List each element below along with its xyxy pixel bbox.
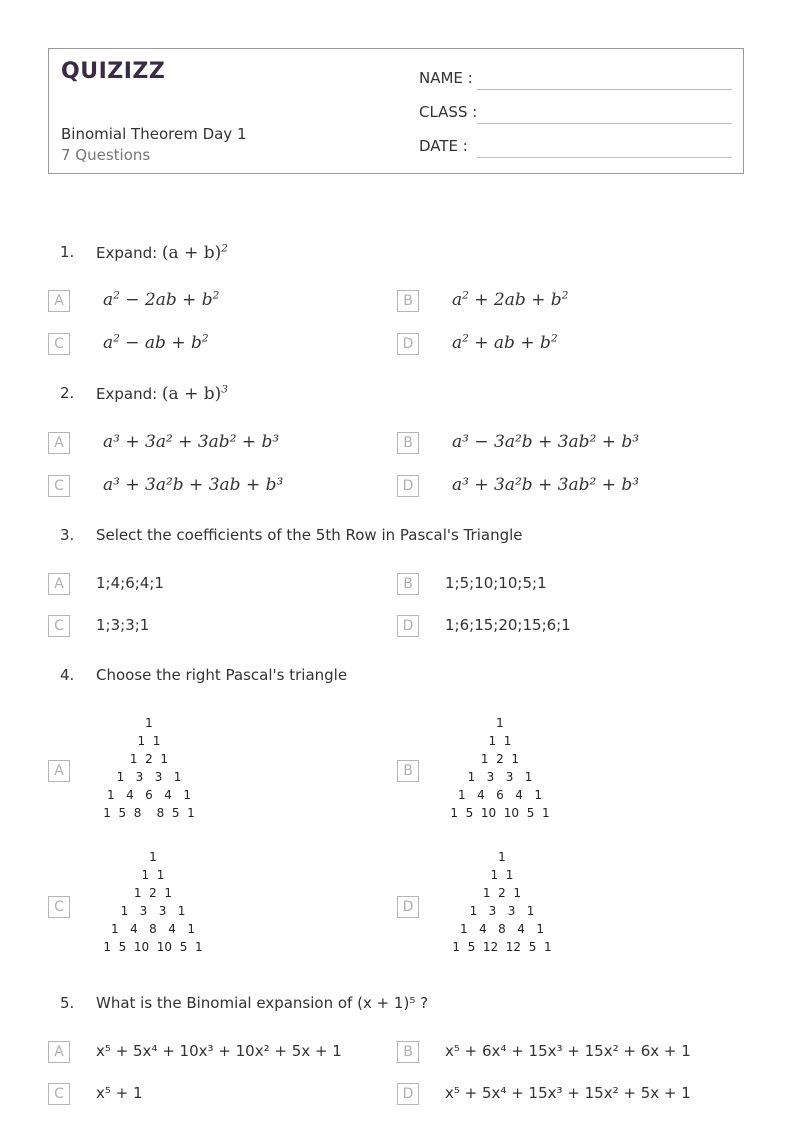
triangle-row: 1 5 10 10 5 1 (103, 940, 203, 954)
triangle-row: 1 (149, 850, 157, 864)
option-c-text: 1;3;3;1 (96, 616, 150, 634)
question-text: Choose the right Pascal's triangle (96, 666, 348, 684)
triangle-row: 1 3 3 1 (116, 770, 182, 784)
triangle-row: 1 1 (141, 868, 165, 882)
option-c-box[interactable]: C (48, 475, 70, 497)
date-line (477, 157, 732, 158)
triangle-row: 1 2 1 (133, 886, 173, 900)
quizizz-logo: QUIZIZZ (61, 59, 166, 84)
date-label: DATE : (419, 137, 468, 155)
question-number: 3. (60, 526, 75, 544)
option-a-box[interactable]: A (48, 573, 70, 595)
option-b-box[interactable]: B (397, 760, 419, 782)
worksheet-header (48, 48, 744, 174)
option-a-text: x⁵ + 5x⁴ + 10x³ + 10x² + 5x + 1 (96, 1042, 342, 1060)
name-label: NAME : (419, 69, 473, 87)
triangle-row: 1 5 12 12 5 1 (452, 940, 552, 954)
option-d-box[interactable]: D (397, 1083, 419, 1105)
option-d-text: $a^2$ + ab + $b^2$ (452, 332, 558, 353)
option-c-box[interactable]: C (48, 333, 70, 355)
question-math: (a + b) (161, 384, 222, 404)
option-b-text: x⁵ + 6x⁴ + 15x³ + 15x² + 6x + 1 (445, 1042, 691, 1060)
option-a-text: 1;4;6;4;1 (96, 574, 164, 592)
triangle-row: 1 (145, 716, 153, 730)
question-prefix: Expand: (96, 385, 162, 403)
triangle-row: 1 4 8 4 1 (460, 922, 544, 936)
triangle-row: 1 1 (137, 734, 161, 748)
triangle-row: 1 3 3 1 (469, 904, 535, 918)
triangle-row: 1 4 8 4 1 (111, 922, 195, 936)
triangle-row: 1 2 1 (129, 752, 169, 766)
option-a-box[interactable]: A (48, 1041, 70, 1063)
option-c-text: $a^2$ − ab + $b^2$ (103, 332, 209, 353)
triangle-row: 1 2 1 (480, 752, 520, 766)
option-d-box[interactable]: D (397, 896, 419, 918)
triangle-row: 1 3 3 1 (467, 770, 533, 784)
question-power: 3 (221, 383, 228, 396)
question-number: 2. (60, 384, 75, 402)
question-text: What is the Binomial expansion of (x + 1)⁵ ? (96, 994, 429, 1012)
option-c-text: x⁵ + 1 (96, 1084, 143, 1102)
question-count: 7 Questions (61, 146, 151, 164)
option-d-text: 1;6;15;20;15;6;1 (445, 616, 571, 634)
triangle-row: 1 5 8 8 5 1 (103, 806, 195, 820)
option-b-box[interactable]: B (397, 1041, 419, 1063)
triangle-row: 1 1 (490, 868, 514, 882)
option-b-box[interactable]: B (397, 432, 419, 454)
option-b-box[interactable]: B (397, 290, 419, 312)
option-d-text: x⁵ + 5x⁴ + 15x³ + 15x² + 5x + 1 (445, 1084, 691, 1102)
option-a-box[interactable]: A (48, 432, 70, 454)
triangle-row: 1 4 6 4 1 (107, 788, 191, 802)
triangle-row: 1 1 (488, 734, 512, 748)
option-c-box[interactable]: C (48, 896, 70, 918)
question-math: (a + b) (161, 243, 222, 263)
option-a-text: $a^2 - 2ab + b^2$ (103, 289, 220, 310)
triangle-row: 1 2 1 (482, 886, 522, 900)
option-b-text: $a^2 + 2ab + b^2$ (452, 289, 569, 310)
triangle-row: 1 (498, 850, 506, 864)
name-line (477, 89, 732, 90)
triangle-row: 1 (496, 716, 504, 730)
option-c-box[interactable]: C (48, 615, 70, 637)
class-line (477, 123, 732, 124)
question-text: Select the coefficients of the 5th Row in Pascal's Triangle (96, 526, 523, 544)
triangle-row: 1 5 10 10 5 1 (450, 806, 550, 820)
option-b-text: a³ − 3a²b + 3ab² + b³ (452, 432, 640, 452)
triangle-row: 1 4 6 4 1 (458, 788, 542, 802)
option-b-text: 1;5;10;10;5;1 (445, 574, 547, 592)
option-b-box[interactable]: B (397, 573, 419, 595)
option-c-box[interactable]: C (48, 1083, 70, 1105)
option-d-box[interactable]: D (397, 615, 419, 637)
option-a-box[interactable]: A (48, 760, 70, 782)
option-a-text: a³ + 3a² + 3ab² + b³ (103, 432, 280, 452)
question-text (96, 243, 228, 263)
worksheet-title: Binomial Theorem Day 1 (61, 125, 247, 143)
triangle-row: 1 3 3 1 (120, 904, 186, 918)
question-number: 5. (60, 994, 75, 1012)
option-c-text: a³ + 3a²b + 3ab + b³ (103, 475, 284, 495)
question-prefix: Expand: (96, 244, 162, 262)
question-number: 4. (60, 666, 75, 684)
class-label: CLASS : (419, 103, 478, 121)
question-power: 2 (221, 242, 228, 255)
question-text (96, 384, 228, 404)
option-d-box[interactable]: D (397, 333, 419, 355)
option-d-text: a³ + 3a²b + 3ab² + b³ (452, 475, 640, 495)
option-a-box[interactable]: A (48, 290, 70, 312)
question-number: 1. (60, 243, 75, 261)
option-d-box[interactable]: D (397, 475, 419, 497)
